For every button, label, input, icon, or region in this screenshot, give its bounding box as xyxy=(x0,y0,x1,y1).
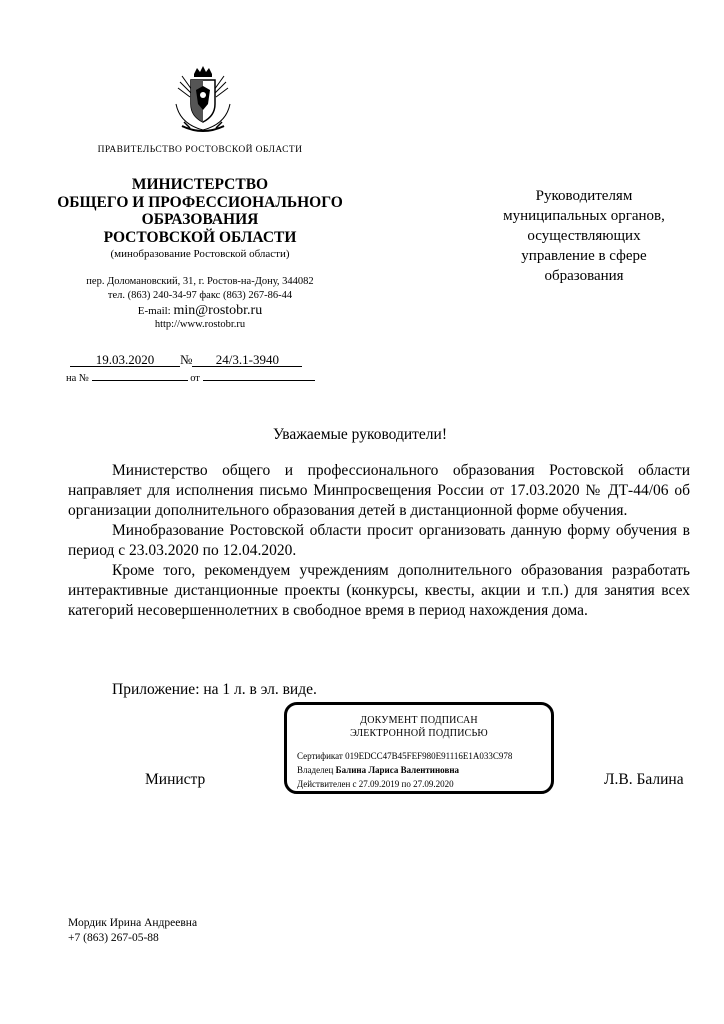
letter-body xyxy=(68,461,690,621)
registration-line xyxy=(70,352,302,368)
coat-of-arms-icon xyxy=(170,64,236,136)
number-sign: № xyxy=(180,352,193,367)
valid-to-label: по xyxy=(401,779,411,789)
email-label: E-mail: xyxy=(137,305,174,317)
stamp-title-line: ЭЛЕКТРОННОЙ ПОДПИСЬЮ xyxy=(350,728,488,739)
signatory-position: Министр xyxy=(145,771,206,788)
website-link[interactable]: http://www.rostobr.ru xyxy=(154,319,246,330)
reply-prefix: на № xyxy=(66,373,89,384)
ministry-short-name: (минобразование Ростовской области) xyxy=(110,248,290,260)
ministry-line: ОБРАЗОВАНИЯ xyxy=(141,211,259,228)
ministry-line: МИНИСТЕРСТВО xyxy=(131,176,269,193)
valid-from: 27.09.2019 xyxy=(358,779,400,789)
ministry-line: ОБЩЕГО И ПРОФЕССИОНАЛЬНОГО xyxy=(57,193,343,211)
recipient-line: осуществляющих xyxy=(527,228,641,244)
signatory-name: Л.В. Балина xyxy=(604,771,684,788)
electronic-signature-stamp xyxy=(284,702,554,794)
stamp-title xyxy=(287,714,551,740)
stamp-title-line: ДОКУМЕНТ ПОДПИСАН xyxy=(360,715,478,726)
executor-phone: +7 (863) 267-05-88 xyxy=(68,932,159,944)
greeting: Уважаемые руководители! xyxy=(273,426,447,443)
address-line: пер. Доломановский, 31, г. Ростов-на-Дону, 344082 xyxy=(86,276,314,287)
body-paragraph: Кроме того, рекомендуем учреждениям дополнительного образования разработать интерактивные дистанционные проекты (конкурсы, квесты, акции и т.п.) для занятия всех категорий несовершеннолетних в свободное время в период нахождения дома. xyxy=(68,562,690,619)
recipient-line: управление в сфере xyxy=(521,248,647,264)
certificate-label: Сертификат xyxy=(297,751,343,761)
owner-label: Владелец xyxy=(297,765,334,775)
recipient-block xyxy=(470,186,698,286)
stamp-certificate xyxy=(297,751,512,761)
body-paragraph: Минобразование Ростовской области просит организовать данную форму обучения в период с 23.03.2020 по 12.04.2020. xyxy=(68,522,690,559)
government-name: ПРАВИТЕЛЬСТВО РОСТОВСКОЙ ОБЛАСТИ xyxy=(97,145,303,155)
owner-value: Балина Лариса Валентиновна xyxy=(335,765,460,775)
valid-label: Действителен с xyxy=(297,779,357,789)
body-paragraph: Министерство общего и профессионального образования Ростовской области направляет для исполнения письмо Минпросвещения России от 17.03.2020 № ДТ-44/06 об организации дополнительного образования детей в дистанционной форме обучения. xyxy=(68,462,690,519)
reply-number-blank xyxy=(92,380,188,381)
stamp-owner xyxy=(297,765,459,775)
ministry-line: РОСТОВСКОЙ ОБЛАСТИ xyxy=(103,228,297,246)
registration-number: 24/3.1-3940 xyxy=(192,353,302,367)
email-link[interactable]: min@rostobr.ru xyxy=(173,303,263,318)
executor-info xyxy=(68,916,197,946)
ministry-address xyxy=(40,275,360,303)
reply-date-blank xyxy=(203,380,315,381)
ministry-name xyxy=(40,176,360,246)
recipient-line: Руководителям xyxy=(535,188,633,204)
recipient-line: муниципальных органов, xyxy=(503,208,665,224)
reply-from: от xyxy=(190,373,200,384)
attachment-note: Приложение: на 1 л. в эл. виде. xyxy=(112,681,317,698)
reply-line xyxy=(66,373,315,384)
recipient-line: образования xyxy=(544,268,624,284)
phone-line: тел. (863) 240-34-97 факс (863) 267-86-44 xyxy=(107,290,293,301)
email-line xyxy=(40,303,360,319)
registration-date: 19.03.2020 xyxy=(70,353,180,367)
valid-to: 27.09.2020 xyxy=(413,779,454,789)
executor-name: Мордик Ирина Андреевна xyxy=(68,917,198,929)
stamp-validity xyxy=(297,779,454,789)
certificate-value: 019EDCC47B45FEF980E91116E1A033C978 xyxy=(345,751,513,761)
